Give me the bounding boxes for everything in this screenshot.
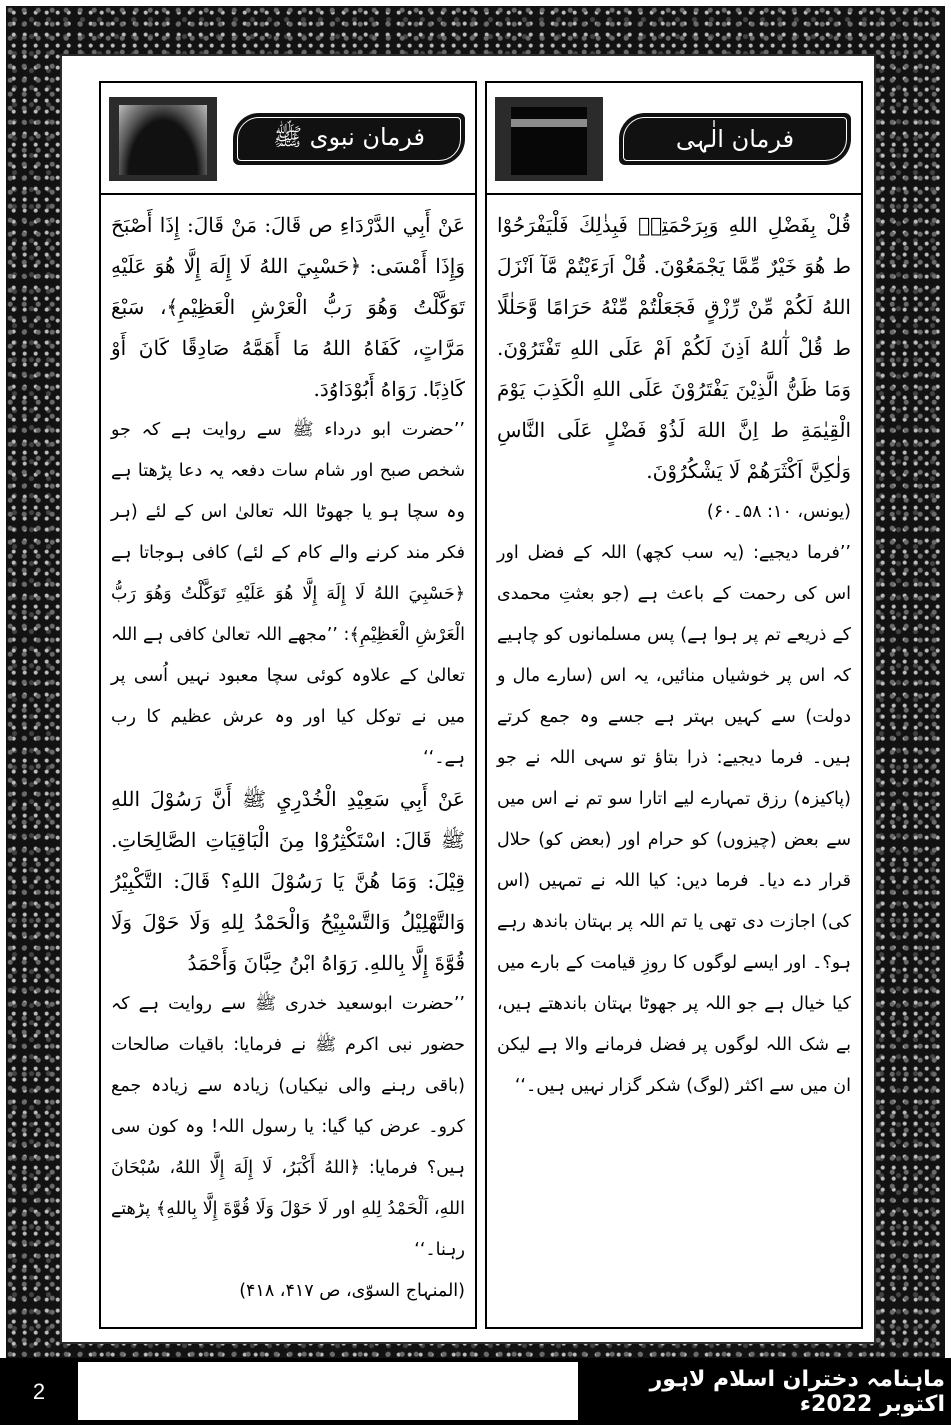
page-footer	[0, 1358, 951, 1425]
hadith-reference: (المنہاج السوّی، ص ۴۱۷، ۴۱۸)	[239, 1281, 465, 1301]
column-title: فرمان الٰہی	[619, 113, 851, 165]
kaaba-image	[495, 97, 603, 181]
verse-reference: (یونس، ۱۰: ۵۸۔۶۰)	[706, 502, 851, 522]
hadith-arabic-2: عَنْ أَبِي سَعِيْدِ الْخُدْرِيِ ﷺ أَنَّ رَسُوْلَ اللهِ ﷺ قَالَ: اسْتَكْثِرُوْا مِنَ الْبَاقِيَاتِ الصَّالِحَاتِ. قِيْلَ: وَمَا هُنَّ يَا رَسُوْلَ اللهِ؟ قَالَ: التَّكْبِيْرُ وَالتَّهْلِيْلُ وَالتَّسْبِيْحُ وَالْحَمْدُ لِلهِ وَلَا حَوْلَ وَلَا قُوَّةَ إِلَّا بِاللهِ. رَوَاهُ ابْنُ حِبَّانَ وَأَحْمَدُ	[111, 787, 465, 975]
column-farman-ilahi	[485, 81, 863, 1329]
page-number: 2	[32, 1378, 46, 1404]
green-dome-image	[109, 97, 217, 181]
hadith-translation-1: ’’حضرت ابو درداء ﷺ سے روایت ہے کہ جو شخص صبح اور شام سات دفعہ یہ دعا پڑھتا ہے وہ سچا ہو یا جھوٹا اللہ تعالیٰ اس کے لئے (ہر فکر مند کرنے والے کام کے لئے) کافی ہوجاتا ہے ﴿حَسْبِيَ اللهُ لَا إِلَهَ إِلَّا هُوَ عَلَيْهِ تَوَكَّلْتُ وَهُوَ رَبُّ الْعَرْشِ الْعَظِيْمِ﴾: ’’مجھے اللہ تعالیٰ کافی ہے اللہ تعالیٰ کے علاوہ کوئی سچا معبود نہیں اُسی پر میں نے توکل کیا اور وہ عرش عظیم کا رب ہے۔‘‘	[111, 420, 465, 768]
page-content-area	[62, 56, 874, 1342]
column-title: فرمان نبوی ﷺ	[233, 113, 465, 165]
magazine-title: ماہنامہ دختران اسلام لاہور اکتوبر 2022ء	[649, 1366, 945, 1417]
column-body	[497, 205, 851, 1107]
hadith-arabic-1: عَنْ أَبِي الدَّرْدَاءِ ص قَالَ: مَنْ قَالَ: إِذَا أَصْبَحَ وَإِذَا أَمْسَى: ﴿حَسْبِيَ اللهُ لَا إِلَهَ إِلَّا هُوَ عَلَيْهِ تَوَكَّلْتُ وَهُوَ رَبُّ الْعَرْشِ الْعَظِيْمِ﴾، سَبْعَ مَرَّاتٍ، كَفَاهُ اللهُ مَا أَهَمَّهُ صَادِقًا كَانَ أَوْ كَاذِبًا. رَوَاهُ أَبُوْدَاوُدَ.	[111, 213, 465, 401]
verse-translation: ’’فرما دیجیے: (یہ سب کچھ) اللہ کے فضل اور اس کی رحمت کے باعث ہے (جو بعثتِ محمدی کے ذریعے تم پر ہوا ہے) پس مسلمانوں کو چاہیے کہ اس پر خوشیاں منائیں، یہ اس (سارے مال و دولت) سے کہیں بہتر ہے جسے وہ جمع کرتے ہیں۔ فرما دیجیے: ذرا بتاؤ تو سہی اللہ نے جو (پاکیزہ) رزق تمہارے لیے اتارا سو تم نے اس میں سے بعض (چیزوں) کو حرام اور (بعض کو) حلال قرار دے دیا۔ فرما دیں: کیا اللہ نے تمہیں (اس کی) اجازت دی تھی یا تم اللہ پر بہتان باندھ رہے ہو؟۔ اور ایسے لوگوں کا روزِ قیامت کے بارے میں کیا خیال ہے جو اللہ پر جھوٹا بہتان باندھتے ہیں، بے شک اللہ لوگوں پر فضل فرمانے والا ہے لیکن ان میں سے اکثر (لوگ) شکر گزار نہیں ہیں۔‘‘	[497, 543, 851, 1096]
column-farman-nabawi	[99, 81, 477, 1329]
ornamental-border	[6, 6, 945, 1358]
hadith-translation-2: ’’حضرت ابوسعید خدری ﷺ سے روایت ہے کہ حضور نبی اکرم ﷺ نے فرمایا: باقیات صالحات (باقی رہنے والی نیکیاں) زیادہ سے زیادہ جمع کرو۔ عرض کیا گیا: یا رسول اللہ! وہ کون سی ہیں؟ فرمایا: ﴿اللهُ أَكْبَرُ، لَا إِلَهَ إِلَّا اللهُ، سُبْحَانَ اللهِ، اَلْحَمْدُ لِلهِ اور لَا حَوْلَ وَلَا قُوَّةَ إِلَّا بِاللهِ﴾ پڑھتے رہنا۔‘‘	[111, 994, 465, 1260]
footer-blank-panel	[78, 1362, 578, 1420]
quran-verse: قُلْ بِفَضْلِ اللهِ وَبِرَحْمَتِهٖ فَبِذٰلِكَ فَلْيَفْرَحُوْا ط هُوَ خَيْرٌ مِّمَّا يَجْمَعُوْنَ. قُلْ اَرَءَيْتُمْ مَّآ اَنْزَلَ اللهُ لَكُمْ مِّنْ رِّزْقٍ فَجَعَلْتُمْ مِّنْهُ حَرَامًا وَّحَلٰلًا ط قُلْ آٰللهُ اَذِنَ لَكُمْ اَمْ عَلَى اللهِ تَفْتَرُوْنَ. وَمَا ظَنُّ الَّذِيْنَ يَفْتَرُوْنَ عَلَى اللهِ الْكَذِبَ يَوْمَ الْقِيٰمَةِ ط اِنَّ اللهَ لَذُوْ فَضْلٍ عَلَى النَّاسِ وَلٰكِنَّ اَكْثَرَهُمْ لَا يَشْكُرُوْنَ.	[497, 213, 851, 483]
column-header	[487, 83, 861, 195]
column-body	[111, 205, 465, 1312]
column-header	[101, 83, 475, 195]
